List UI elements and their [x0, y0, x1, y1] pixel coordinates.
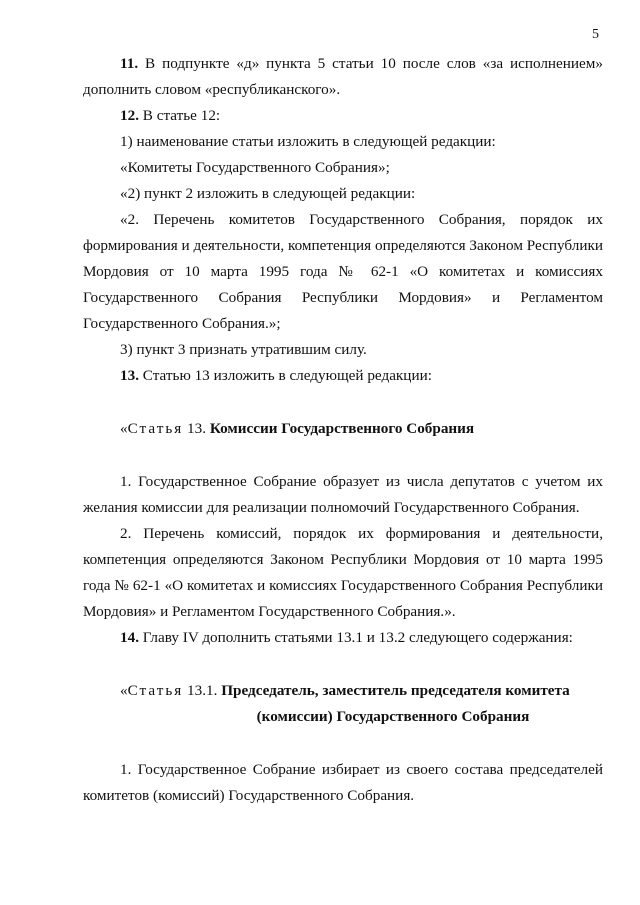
article-13-heading	[83, 416, 603, 442]
article-word: Статья	[127, 682, 184, 699]
item-text: Статью 13 изложить в следующей редакции:	[138, 367, 432, 384]
article-13-para-1: 1. Государственное Собрание образует из числа депутатов с учетом их желания комиссии для реализации полномочий Государственного Собрания.	[83, 473, 603, 516]
article-heading-line-2	[83, 704, 603, 730]
item-12-sub-3: 3) пункт 3 признать утратившим силу.	[120, 341, 367, 358]
article-quote-open: «	[120, 682, 128, 699]
item-11	[83, 51, 603, 103]
article-number: 13.	[183, 420, 210, 437]
item-14	[83, 625, 603, 651]
article-title-line-2: (комиссии) Государственного Собрания	[256, 708, 530, 725]
item-number: 14.	[120, 629, 139, 646]
article-heading-line-1	[83, 678, 603, 704]
article-quote-open: «	[120, 420, 128, 437]
article-word: Статья	[127, 420, 184, 437]
item-number: 13.	[120, 367, 139, 384]
item-number: 11.	[120, 55, 139, 72]
item-text: В подпункте «д» пункта 5 статьи 10 после слов «за исполнением» дополнить словом «республиканского».	[83, 55, 603, 98]
article-title-line-1: Председатель, заместитель председателя комитета	[221, 682, 570, 699]
item-text: В статье 12:	[138, 107, 221, 124]
item-number: 12.	[120, 107, 139, 124]
item-12-sub-2: «2) пункт 2 изложить в следующей редакции:	[120, 185, 416, 202]
item-12-sub-2-quote: «2. Перечень комитетов Государственного Собрания, порядок их формирования и деятельности, компетенция определяются Законом Республики Мордовия от 10 марта 1995 года № 62-1 «О комитетах и комиссиях Государственного Собрания Республики Мордовия» и Регламентом Государственного Собрания.»;	[83, 211, 603, 332]
item-12	[83, 103, 603, 129]
item-text: Главу IV дополнить статьями 13.1 и 13.2 следующего содержания:	[138, 629, 573, 646]
page-number: 5	[592, 27, 599, 42]
article-number: 13.1.	[183, 682, 222, 699]
document-body	[83, 51, 603, 809]
article-title: Комиссии Государственного Собрания	[209, 420, 475, 437]
article-13-1-heading	[83, 678, 603, 730]
article-13-para-2: 2. Перечень комиссий, порядок их формирования и деятельности, компетенция определяются Законом Республики Мордовия от 10 марта 1995 года № 62-1 «О комитетах и комиссиях Государственного Собрания Республики Мордовия» и Регламентом Государственного Собрания.».	[83, 525, 603, 620]
item-12-sub-1: 1) наименование статьи изложить в следующей редакции:	[120, 133, 496, 150]
item-13	[83, 363, 603, 389]
article-13-1-para-1: 1. Государственное Собрание избирает из своего состава председателей комитетов (комиссий) Государственного Собрания.	[83, 761, 603, 804]
item-12-sub-1-quote: «Комитеты Государственного Собрания»;	[120, 159, 390, 176]
